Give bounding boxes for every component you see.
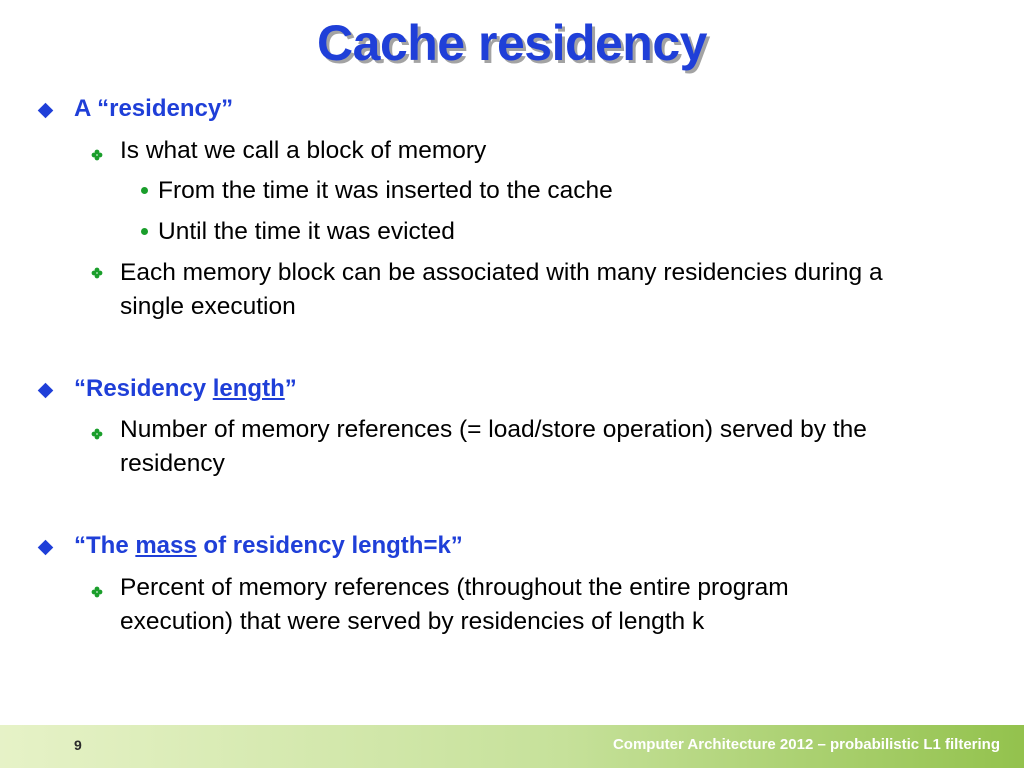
dot-bullet-icon (141, 187, 148, 194)
sub-bullet-block-of-memory: Is what we call a block of memory (120, 137, 487, 164)
text-line: Percent of memory references (throughout the entire program (120, 574, 789, 601)
sub-bullet-memory-references (120, 413, 1010, 481)
diamond-bullet-icon (38, 383, 54, 399)
text-line: Each memory block can be associated with many residencies during a (120, 259, 883, 286)
clover-bullet-icon (91, 149, 103, 161)
text-span: “The (74, 532, 136, 559)
underlined-term: mass (135, 532, 197, 559)
dot-bullet-icon (141, 228, 148, 235)
bullet-residency-length (74, 372, 297, 406)
diamond-bullet-icon (38, 103, 54, 119)
clover-bullet-icon (91, 428, 103, 440)
text-span: of residency length=k” (196, 532, 463, 559)
text-span: ” (284, 375, 297, 402)
slide-title: Cache residency (317, 15, 707, 71)
sub-bullet-percent-references (120, 571, 1010, 639)
text-line: execution) that were served by residencies of length k (120, 608, 705, 635)
underlined-term: length (212, 375, 285, 402)
text-line: Number of memory references (= load/store operation) served by the (120, 416, 867, 443)
page-number: 9 (74, 737, 82, 753)
text-line: single execution (120, 293, 296, 320)
text-span: “Residency (74, 375, 213, 402)
sub-sub-bullet-inserted: From the time it was inserted to the cache (158, 177, 613, 204)
sub-sub-bullet-evicted: Until the time it was evicted (158, 218, 455, 245)
clover-bullet-icon (91, 586, 103, 598)
sub-bullet-many-residencies (120, 256, 1010, 324)
diamond-bullet-icon (38, 540, 54, 556)
bullet-residency: A “residency” (74, 95, 234, 122)
bullet-mass (74, 529, 463, 563)
footer-caption: Computer Architecture 2012 – probabilistic L1 filtering (612, 736, 1000, 753)
text-line: residency (120, 450, 225, 477)
clover-bullet-icon (91, 267, 103, 279)
